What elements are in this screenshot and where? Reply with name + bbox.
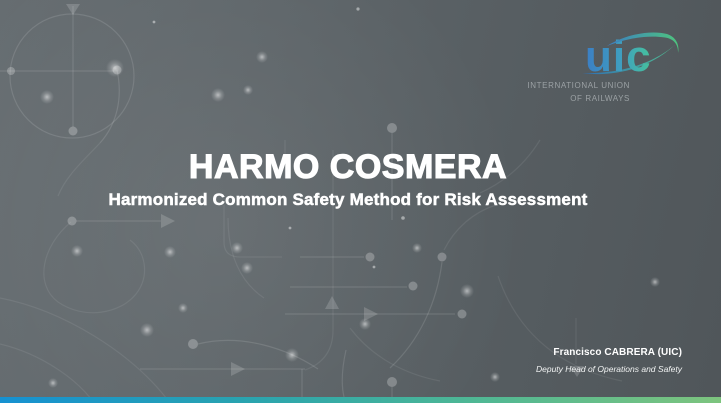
title-block: [0, 150, 696, 210]
slide-subtitle: Harmonized Common Safety Method for Risk Assessment: [108, 189, 588, 209]
accent-bar: [0, 397, 721, 403]
uic-logo: [581, 31, 687, 77]
presenter-name: Francisco CABRERA (UIC): [553, 347, 682, 358]
presenter-role: Deputy Head of Operations and Safety: [535, 364, 682, 374]
uic-wordmark: uic: [585, 32, 652, 77]
logo-caption-line2: OF RAILWAYS: [570, 94, 630, 103]
logo-caption-line1: INTERNATIONAL UNION: [527, 81, 630, 90]
logo-caption: [527, 79, 630, 105]
slide-title: HARMO COSMERA: [188, 148, 508, 186]
presenter-block: [536, 347, 682, 374]
